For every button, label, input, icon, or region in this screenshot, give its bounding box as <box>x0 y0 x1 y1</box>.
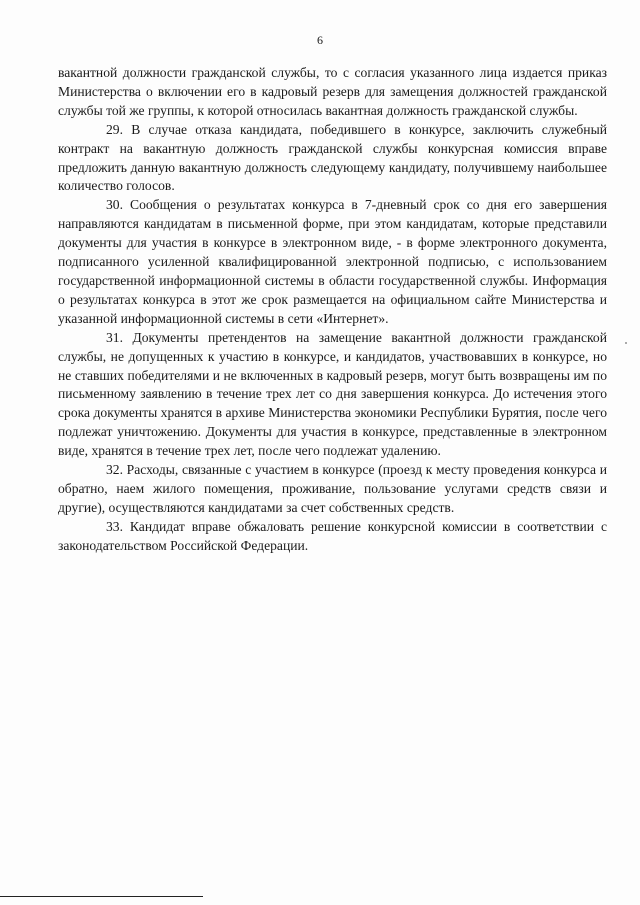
page-number: 6 <box>317 33 323 47</box>
paragraph-32: 32. Расходы, связанные с участием в конкурсе (проезд к месту проведения конкурса и обратно, наем жилого помещения, проживание, пользование услугами средств связи и другие), осуществляются кандидатами за счет собственных средств. <box>58 462 607 515</box>
paragraph-31: 31. Документы претендентов на замещение вакантной должности гражданской службы, не допущенных к участию в конкурсе, и кандидатов, участвовавших в конкурсе, но не ставших победителями и не включенных в кадровый резерв, могут быть возвращены им по письменному заявлению в течение трех лет со дня завершения конкурса. До истечения этого срока документы хранятся в архиве Министерства экономики Республики Бурятия, после чего подлежат уничтожению. Документы для участия в конкурсе, представленные в электронном виде, хранятся в течение трех лет, после чего подлежат удалению. <box>58 329 607 459</box>
footnote-divider <box>0 896 203 897</box>
paragraph-29: 29. В случае отказа кандидата, победившего в конкурсе, заключить служебный контракт на вакантную должность гражданской службы конкурсная комиссия вправе предложить данную вакантную должность следующему кандидату, получившему наибольшее количество голосов. <box>58 121 607 194</box>
paragraph-30: 30. Сообщения о результатах конкурса в 7-дневный срок со дня его завершения направляются кандидатам в письменной форме, при этом кандидатам, которые представили документы для участия в конкурсе в электронном виде, - в форме электронного документа, подписанного усиленной квалифицированной электронной подписью, с использованием государственной информационной системы в области государственной службы. Информация о результатах конкурса в этот же срок размещается на официальном сайте Министерства и указанной информационной системы в сети «Интернет». <box>58 197 607 326</box>
paragraph-continuation: вакантной должности гражданской службы, то с согласия указанного лица издается приказ Министерства о включении его в кадровый резерв для замещения должностей гражданской службы той же группы, к которой относилась вакантная должность гражданской службы. <box>58 65 607 118</box>
scan-speck <box>625 342 627 344</box>
document-body <box>58 64 607 556</box>
paragraph-33: 33. Кандидат вправе обжаловать решение конкурсной комиссии в соответствии с законодательством Российской Федерации. <box>58 518 607 553</box>
